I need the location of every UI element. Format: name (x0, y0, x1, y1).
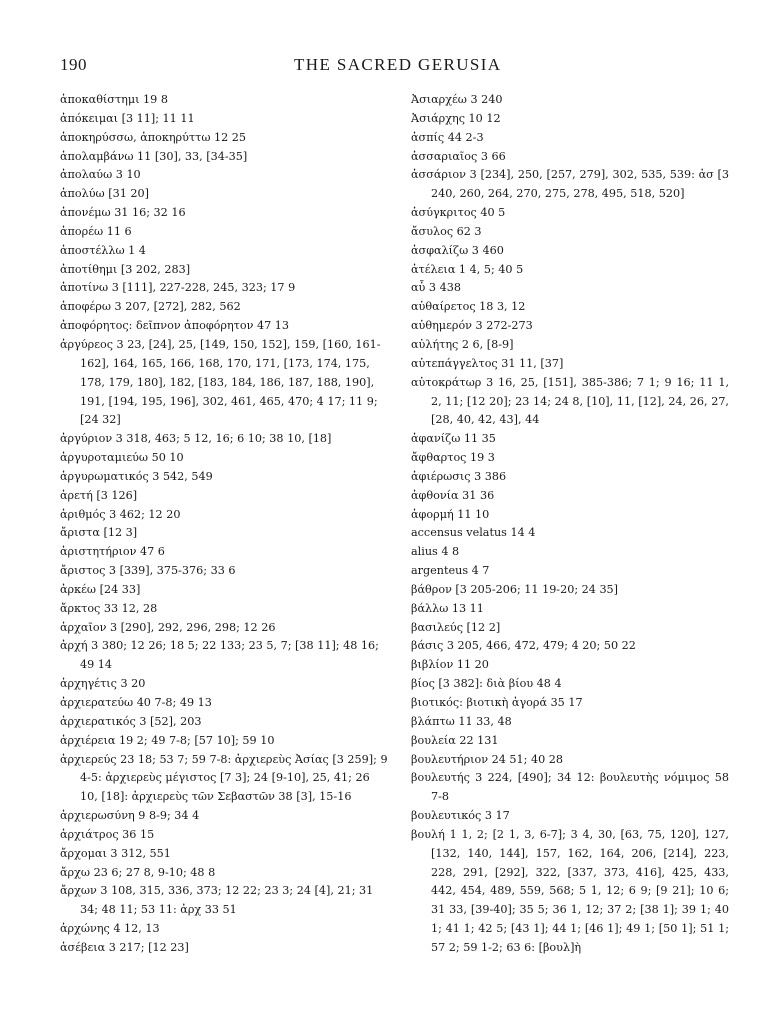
index-entry: ἄρχων 3 108, 315, 336, 373; 12 22; 23 3; 24 [4], 21; 31 34; 48 11; 53 11: ἀρχ 33 51 (60, 884, 374, 917)
index-entry: ἀρχιερεύς 23 18; 53 7; 59 7-8: ἀρχιερεὺς Ἀσίας [3 259]; 9 4-5: ἀρχιερεὺς μέγιστος [7 3]; 24 [9-10], 25, 41; 26 10, [18]: ἀρχιερεὺς τῶν Σεβαστῶν 38 [3], 15-16 (60, 752, 388, 804)
index-entry: ἀσπίς 44 2-3 (411, 130, 484, 144)
index-entry: αὐτεπάγγελτος 31 11, [37] (411, 356, 564, 370)
index-entry: βουλεία 22 131 (411, 733, 499, 747)
index-entry: Ἀσιάρχης 10 12 (411, 111, 501, 125)
index-entry: ἀτέλεια 1 4, 5; 40 5 (411, 262, 524, 276)
index-entry: αὖ 3 438 (411, 281, 461, 295)
index-entry: ἀρχιάτρος 36 15 (60, 827, 155, 841)
index-entry: αὐθημερόν 3 272-273 (411, 319, 533, 333)
index-entry: βουλευτής 3 224, [490]; 34 12: βουλευτὴς νόμιμος 58 7-8 (411, 771, 729, 804)
index-entry: ἀριστητήριον 47 6 (60, 545, 165, 559)
index-entry: βασιλεύς [12 2] (411, 620, 501, 634)
index-entry: ἄρκτος 33 12, 28 (60, 601, 158, 615)
index-entry: ἀφορμή 11 10 (411, 507, 490, 521)
index-entry: ἄριστα [12 3] (60, 526, 138, 540)
index-entry: βουλευτήριον 24 51; 40 28 (411, 752, 564, 766)
index-entry: ἀρχιερατικός 3 [52], 203 (60, 714, 202, 728)
index-entry: βάσις 3 205, 466, 472, 479; 4 20; 50 22 (411, 639, 636, 653)
index-entry: ἀρχώνης 4 12, 13 (60, 922, 160, 936)
index-entry: ἀπορέω 11 6 (60, 224, 132, 238)
index-entry: βιοτικός: βιοτικὴ ἀγορά 35 17 (411, 696, 583, 709)
running-title: THE SACRED GERUSIA (294, 55, 502, 74)
index-entry: ἀποτίθημι [3 202, 283] (60, 262, 191, 276)
index-entry: ἀφθονία 31 36 (411, 488, 495, 502)
index-entry: ἀπολαύω 3 10 (60, 168, 141, 182)
index-entry: ἀπόκειμαι [3 11]; 11 11 (60, 111, 195, 125)
index-entry: αὐτοκράτωρ 3 16, 25, [151], 385-386; 7 1; 9 16; 11 1, 2, 11; [12 20]; 23 14; 24 8, [10], 11, [12], 24, 26, 27, [28, 40, 42, 43], 44 (411, 375, 729, 427)
index-entry: ἀπονέμω 31 16; 32 16 (60, 206, 186, 220)
index-entry: ἄριστος 3 [339], 375-376; 33 6 (60, 564, 236, 578)
index-entry: accensus velatus 14 4 (411, 526, 536, 540)
index-entry: ἀσέβεια 3 217; [12 23] (60, 940, 189, 954)
index-entry: αὐλήτης 2 6, [8-9] (411, 337, 514, 351)
index-entry: βιβλίον 11 20 (411, 658, 489, 672)
index-entry: ἀργύρεος 3 23, [24], 25, [149, 150, 152], 159, [160, 161-162], 164, 165, 166, 168, 170, 171, [173, 174, 175, 178, 179, 180], 182, [183, 184, 186, 187, 188, 190], 191, [194, 195, 196], 302, 461, 465, 470; 4 17; 11 9; [24 32] (60, 337, 381, 427)
index-entry: ἀσσάριον 3 [234], 250, [257, 279], 302, 535, 539: ἀσ [3 240, 260, 264, 270, 275, 278, 495, 518, 520] (411, 168, 729, 201)
index-entry: ἀποφέρω 3 207, [272], 282, 562 (60, 300, 241, 314)
index-entry: βίος [3 382]: διὰ βίου 48 4 (411, 677, 562, 691)
index-entry: ἀρχιέρεια 19 2; 49 7-8; [57 10]; 59 10 (60, 733, 275, 747)
page-number: 190 (60, 55, 87, 74)
index-entry: ἄφθαρτος 19 3 (411, 451, 495, 465)
index-entry: ἀρχαῖον 3 [290], 292, 296, 298; 12 26 (60, 620, 276, 634)
index-entry: ἀποτίνω 3 [111], 227-228, 245, 323; 17 9 (60, 281, 296, 295)
index-entry: ἀποκηρύσσω, ἀποκηρύττω 12 25 (60, 130, 247, 144)
index-entry: ἀριθμός 3 462; 12 20 (60, 507, 181, 521)
index-entry: ἀποστέλλω 1 4 (60, 243, 146, 257)
index-entry: ἀρχιερατεύω 40 7-8; 49 13 (60, 696, 212, 709)
index-entry: αὐθαίρετος 18 3, 12 (411, 300, 526, 314)
index-entry: ἀρχή 3 380; 12 26; 18 5; 22 133; 23 5, 7; [38 11]; 48 16; 49 14 (60, 639, 379, 672)
index-entry: ἀφιέρωσις 3 386 (411, 469, 507, 483)
index-column-left (60, 91, 390, 958)
index-entry: Ἀσιαρχέω 3 240 (411, 93, 503, 106)
index-entry: ἀργυρωματικός 3 542, 549 (60, 469, 213, 483)
index-column-right (411, 91, 729, 958)
index-entry: ἀσσαριαῖος 3 66 (411, 149, 506, 163)
index-entry: ἀφανίζω 11 35 (411, 432, 496, 446)
index-entry: ἄρχω 23 6; 27 8, 9-10; 48 8 (60, 865, 216, 879)
index-entry: ἀρετή [3 126] (60, 488, 138, 502)
index-entry: ἀρχηγέτις 3 20 (60, 677, 146, 691)
index-entry: ἄσυλος 62 3 (411, 224, 482, 238)
index-entry: ἀποφόρητος: δεῖπνον ἀποφόρητον 47 13 (60, 319, 289, 333)
index-entry: ἀργύριον 3 318, 463; 5 12, 16; 6 10; 38 10, [18] (60, 432, 332, 446)
index-entry: βλάπτω 11 33, 48 (411, 714, 512, 728)
index-entry: ἀσφαλίζω 3 460 (411, 243, 504, 257)
index-entry: ἀρκέω [24 33] (60, 582, 141, 596)
index-entry: alius 4 8 (411, 545, 460, 559)
index-entry: βάθρον [3 205-206; 11 19-20; 24 35] (411, 582, 619, 596)
index-entry: βάλλω 13 11 (411, 601, 484, 615)
index-entry: ἀποκαθίστημι 19 8 (60, 93, 168, 106)
index-entry: ἀπολύω [31 20] (60, 187, 149, 201)
index-entry: ἀργυροταμιεύω 50 10 (60, 451, 184, 465)
index-entry: βουλευτικός 3 17 (411, 809, 510, 823)
index-entry: ἀπολαμβάνω 11 [30], 33, [34-35] (60, 149, 248, 163)
index-entry: ἀσύγκριτος 40 5 (411, 206, 506, 220)
index-entry: βουλή 1 1, 2; [2 1, 3, 6-7]; 3 4, 30, [63, 75, 120], 127, [132, 140, 144], 157, 162, 164, 206, [214], 223, 228, 291, [292], 322, [337, 373, 416], 425, 433, 442, 454, 489, 559, 568; 5 1, 12; 6 9; [9 21]; 10 6; 31 33, [39-40]; 35 5; 36 1, 12; 37 2; [38 1]; 39 1; 40 1; 41 1; 42 5; [43 1]; 44 1; [46 1]; 49 1; [50 1]; 51 1; 57 2; 59 1-2; 63 6: [βουλ]ὴ (411, 827, 729, 954)
index-entry: ἄρχομαι 3 312, 551 (60, 846, 171, 860)
index-entry: argenteus 4 7 (411, 564, 490, 578)
index-entry: ἀρχιερωσύνη 9 8-9; 34 4 (60, 809, 200, 823)
